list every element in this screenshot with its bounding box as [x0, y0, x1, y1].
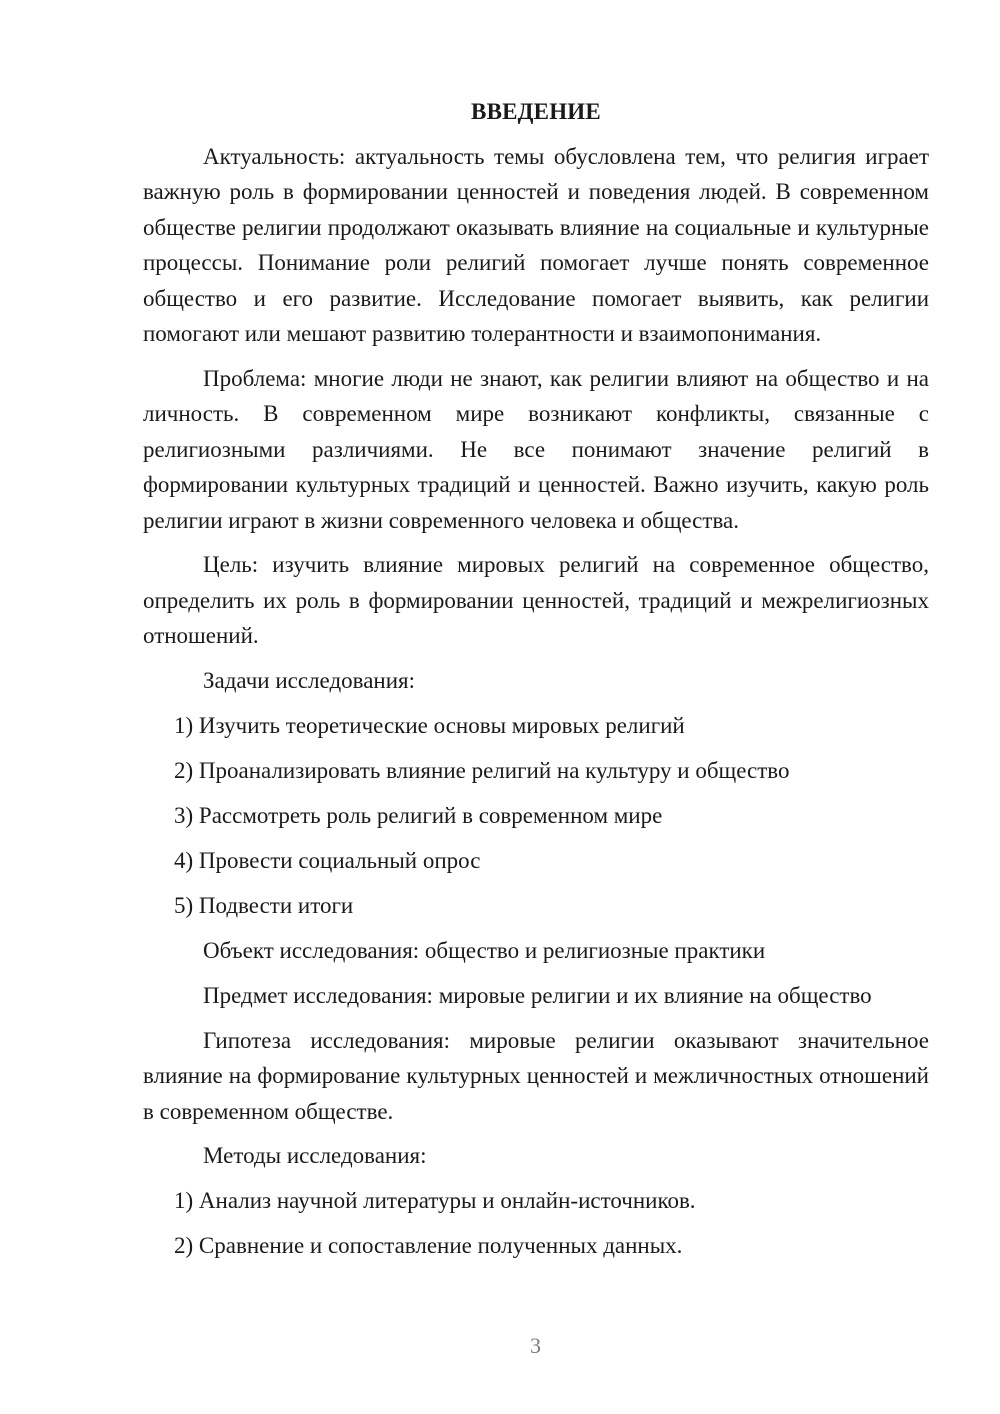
task-item-1: 1) Изучить теоретические основы мировых религий — [174, 712, 685, 738]
problem-paragraph: Проблема: многие люди не знают, как религии влияют на общество и на личность. В современном мире возникают конфликты, связанные с религиозными различиями. Не все понимают значение религий в формировании культурных традиций и ценностей. Важно изучить, какую роль религии играют в жизни современного человека и общества. — [143, 365, 929, 533]
method-item-2: 2) Сравнение и сопоставление полученных данных. — [174, 1233, 683, 1258]
page-number: 3 — [530, 1333, 541, 1358]
section-heading: ВВЕДЕНИЕ — [471, 99, 601, 124]
object-paragraph: Объект исследования: общество и религиозные практики — [203, 937, 766, 963]
task-item-5: 5) Подвести итоги — [174, 892, 354, 918]
task-item-3: 3) Рассмотреть роль религий в современном мире — [174, 802, 663, 828]
subject-paragraph: Предмет исследования: мировые религии и их влияние на общество — [203, 982, 872, 1008]
task-item-4: 4) Провести социальный опрос — [174, 847, 481, 873]
methods-title: Методы исследования: — [203, 1143, 427, 1168]
tasks-title: Задачи исследования: — [203, 667, 416, 693]
hypothesis-paragraph: Гипотеза исследования: мировые религии оказывают значительное влияние на формирование культурных ценностей и межличностных отношений в современном обществе. — [143, 1027, 929, 1124]
goal-paragraph: Цель: изучить влияние мировых религий на современное общество, определить их роль в формировании ценностей, традиций и межрелигиозных отношений. — [143, 552, 929, 648]
page-content — [143, 94, 929, 1273]
method-item-1: 1) Анализ научной литературы и онлайн-источников. — [174, 1188, 696, 1213]
task-item-2: 2) Проанализировать влияние религий на культуру и общество — [174, 757, 790, 783]
relevance-paragraph: Актуальность: актуальность темы обусловлена тем, что религия играет важную роль в формировании ценностей и поведения людей. В современном обществе религии продолжают оказывать влияние на социальные и культурные процессы. Понимание роли религий помогает лучше понять современное общество и его развитие. Исследование помогает выявить, как религии помогают или мешают развитию толерантности и взаимопонимания. — [143, 143, 929, 346]
